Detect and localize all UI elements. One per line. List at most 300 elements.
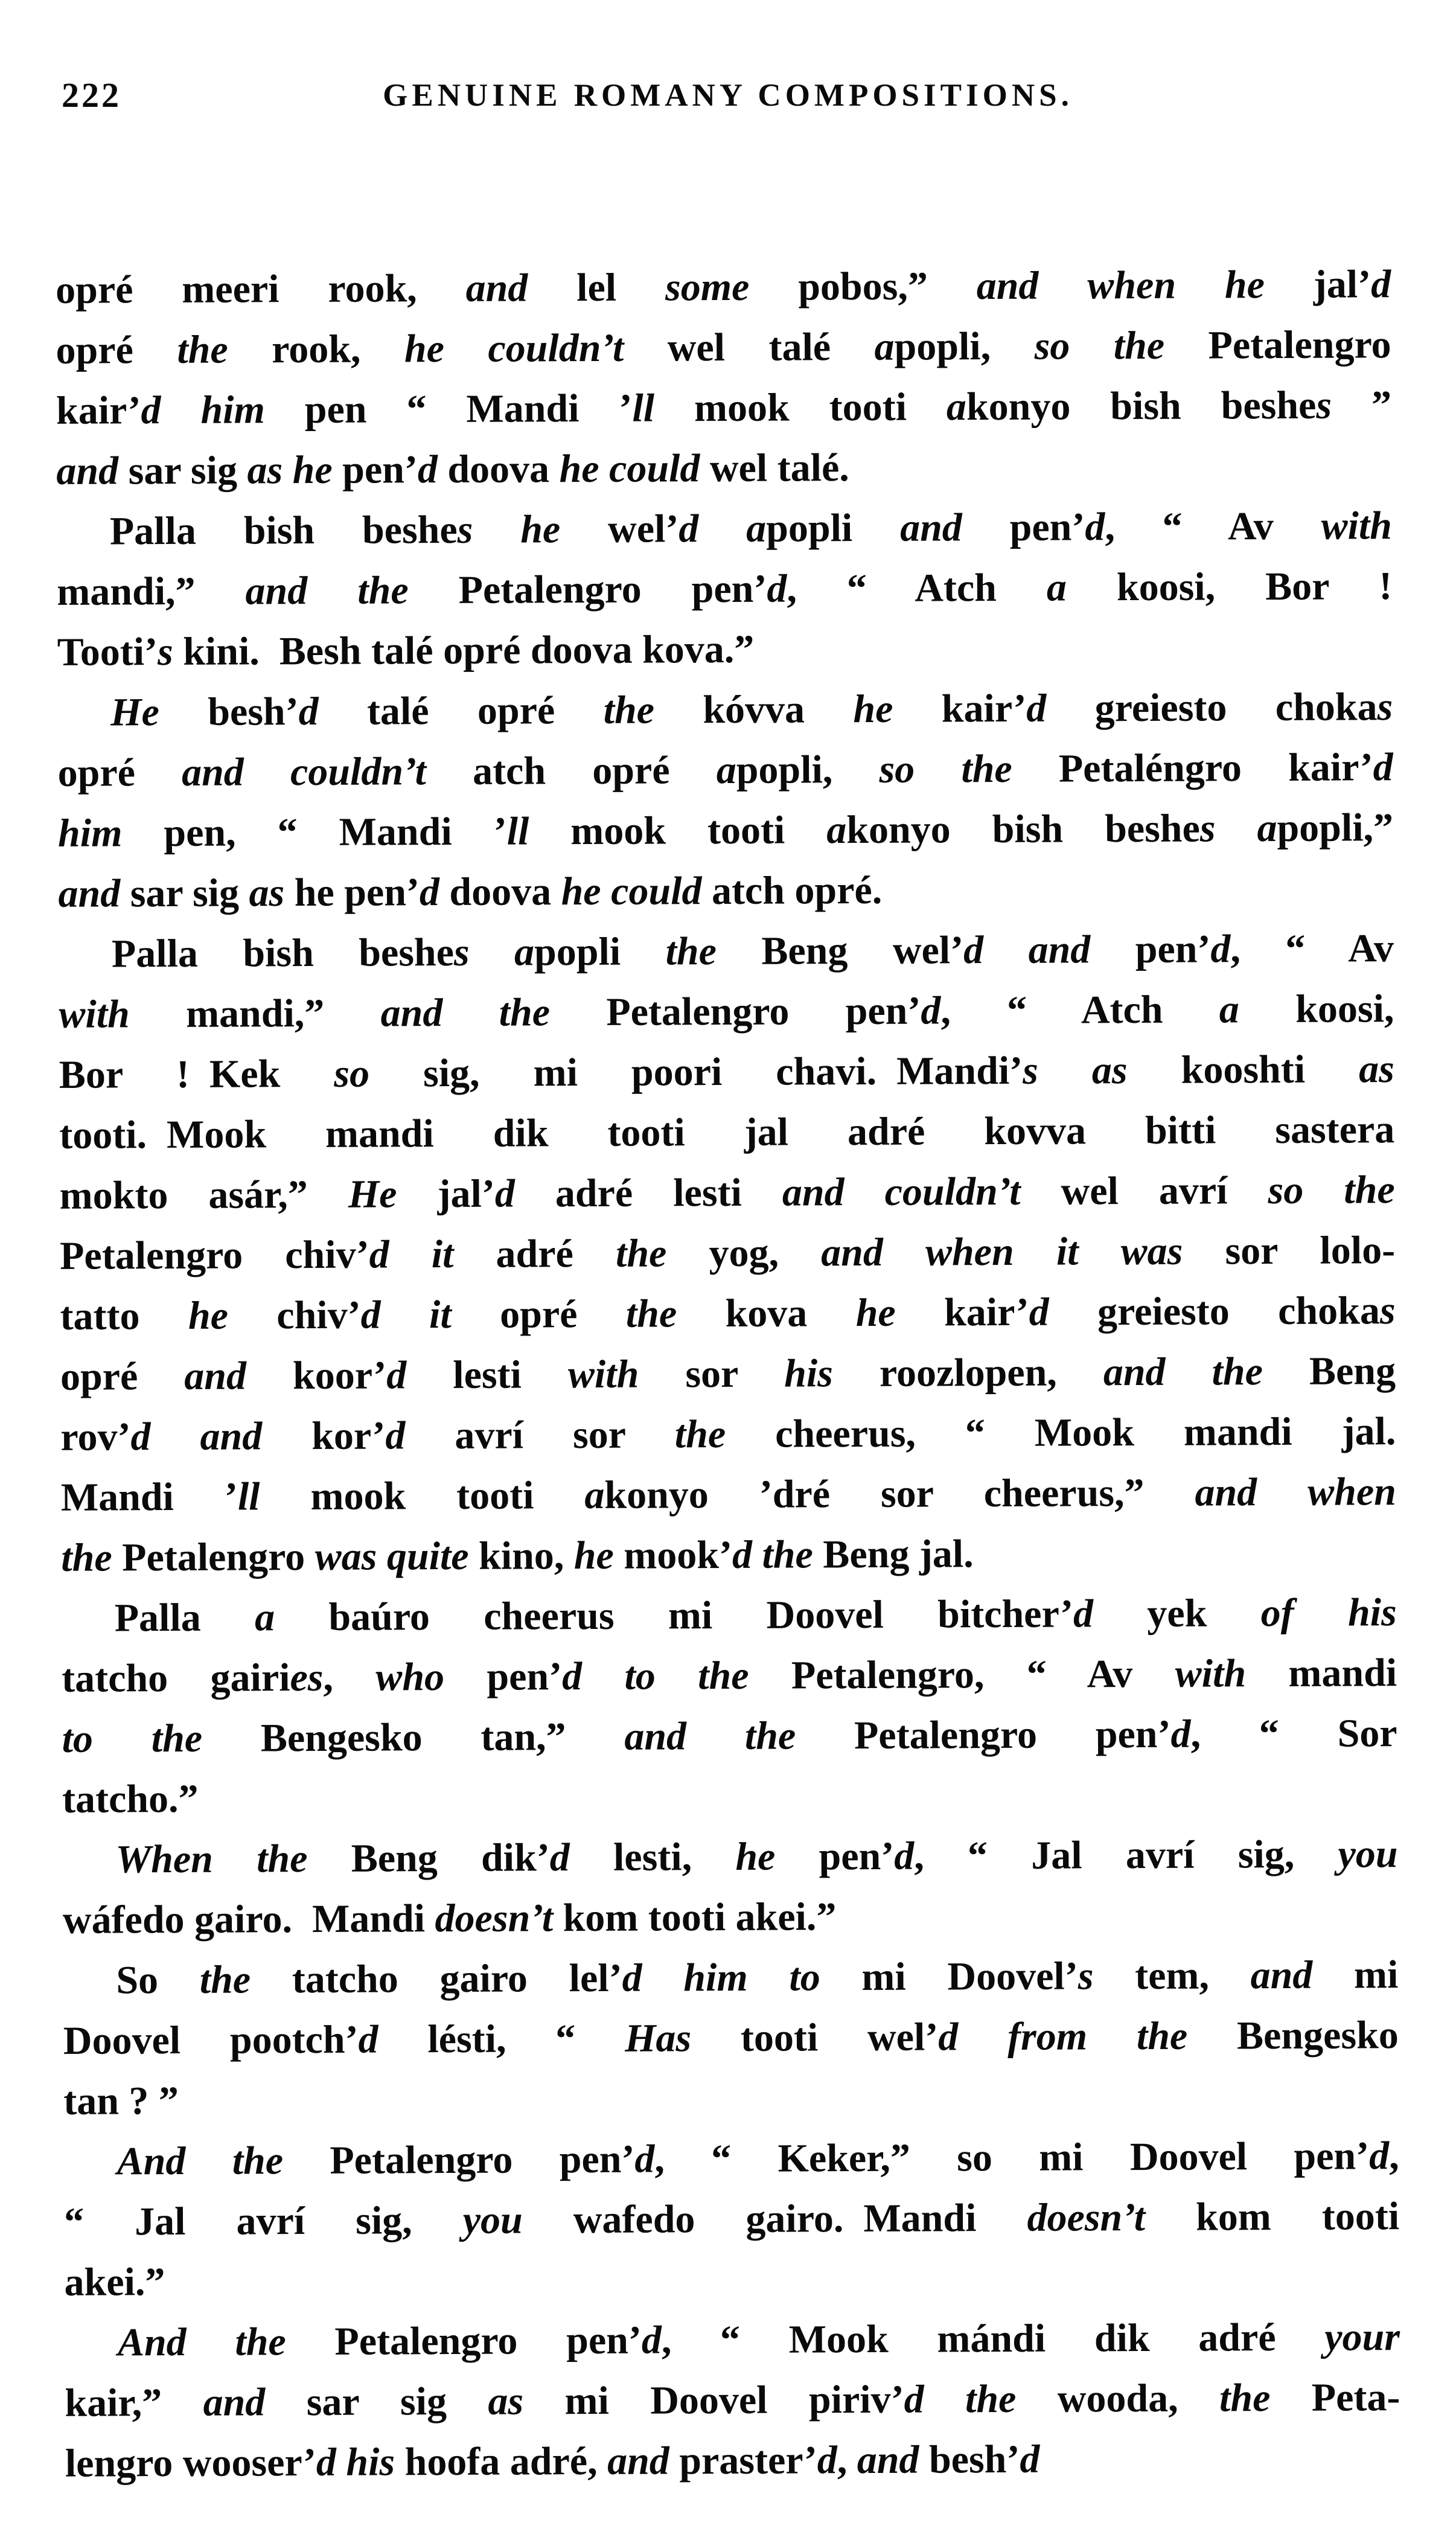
text-segment: Bengesko tan,”	[202, 1714, 625, 1761]
text-segment: wel avrí	[1020, 1168, 1268, 1214]
text-segment: wafedo gairo. Mandi	[522, 2195, 1027, 2242]
text-line	[62, 1643, 1397, 1709]
italic-text-segment: and the	[245, 568, 409, 613]
italic-text-segment: the	[603, 688, 655, 732]
text-segment: cheerus, “ Mook mandi jal.	[725, 1409, 1396, 1457]
text-segment: , “ Av	[1105, 504, 1321, 549]
text-line	[56, 254, 1391, 321]
italic-text-segment: d the	[904, 2376, 1017, 2422]
text-segment: pen’	[962, 505, 1085, 550]
italic-text-segment: d him	[141, 388, 266, 433]
text-line	[63, 2126, 1399, 2192]
text-segment: konyo bish beshe	[966, 383, 1317, 429]
text-segment: Petalengro chiv’	[59, 1232, 369, 1278]
text-line	[58, 858, 1393, 924]
text-line	[63, 1945, 1398, 2011]
italic-text-segment: the	[177, 327, 228, 372]
italic-text-segment: your	[1324, 2315, 1400, 2359]
text-segment: sor	[639, 1351, 785, 1396]
italic-text-segment: d it	[360, 1292, 452, 1337]
text-segment: greiesto choka	[1046, 685, 1378, 731]
text-line	[61, 1462, 1396, 1528]
text-segment: opré meeri rook,	[55, 266, 466, 312]
text-segment: roozlopen,	[832, 1350, 1104, 1396]
text-segment	[469, 930, 514, 974]
text-segment: opré	[60, 1354, 185, 1399]
text-segment: konyo bish beshe	[846, 806, 1200, 852]
text-segment: mi	[1312, 1953, 1399, 1997]
italic-text-segment: a	[514, 930, 535, 974]
text-segment: kom tooti	[1145, 2194, 1400, 2239]
italic-text-segment: d	[1026, 686, 1047, 731]
text-segment: Petalengro pen’	[549, 988, 921, 1035]
text-segment: , “ Sor	[1190, 1711, 1397, 1756]
italic-text-segment: you	[1338, 1832, 1398, 1876]
text-line	[56, 315, 1391, 381]
text-segment: kair’	[56, 388, 141, 433]
italic-text-segment: doesn’t	[1027, 2195, 1146, 2240]
text-segment: wel talé	[624, 324, 875, 370]
paragraph	[62, 1582, 1398, 1830]
italic-text-segment: He	[348, 1172, 397, 1217]
italic-text-segment: d	[1085, 505, 1105, 549]
text-segment: rook,	[228, 327, 405, 372]
text-segment: , “ Keker,” so mi Doovel pen’	[654, 2134, 1370, 2181]
text-segment: mook’	[613, 1532, 733, 1578]
text-line	[65, 2428, 1400, 2494]
text-segment: pen’	[1090, 927, 1211, 972]
italic-text-segment: s	[457, 507, 473, 552]
italic-text-segment: a	[874, 324, 895, 369]
text-line	[57, 677, 1393, 743]
italic-text-segment: d	[1170, 1712, 1191, 1756]
italic-text-segment: the	[615, 1231, 667, 1276]
text-segment: Beng jal.	[813, 1532, 974, 1577]
page-header	[60, 71, 1396, 120]
italic-text-segment: d it	[369, 1232, 454, 1277]
text-segment: popli	[766, 505, 901, 551]
paragraph	[65, 2307, 1400, 2494]
italic-text-segment: the	[665, 929, 717, 974]
text-segment: lengro wooser’	[65, 2440, 317, 2486]
text-segment: wel’	[560, 507, 679, 552]
italic-text-segment: a	[746, 506, 767, 551]
text-line	[56, 435, 1391, 502]
paragraph	[56, 254, 1392, 502]
text-segment: kom tooti akei.”	[552, 1895, 837, 1940]
text-segment: Doovel pootch’	[63, 2017, 359, 2063]
text-segment	[1038, 1048, 1092, 1092]
italic-text-segment: some	[665, 264, 750, 310]
text-line	[57, 496, 1392, 562]
italic-text-segment: he could	[559, 446, 700, 491]
italic-text-segment: him	[57, 811, 123, 856]
text-segment: mook tooti	[529, 808, 827, 854]
text-line	[59, 1039, 1394, 1105]
text-segment: ,	[1388, 2134, 1399, 2178]
text-segment: popli,	[736, 747, 880, 792]
italic-text-segment: ll	[237, 1474, 260, 1519]
text-segment: Palla bish beshe	[109, 507, 458, 554]
italic-text-segment: d	[634, 2137, 655, 2181]
paragraph	[57, 496, 1393, 683]
italic-text-segment: s	[1023, 1048, 1039, 1093]
italic-text-segment: a	[826, 808, 847, 852]
italic-text-segment: he	[735, 1834, 776, 1879]
text-segment: praster’	[669, 2438, 817, 2483]
italic-text-segment: a	[584, 1473, 605, 1518]
text-segment: Petalengro	[1164, 322, 1391, 368]
text-segment: mi Doovel’	[820, 1954, 1078, 2000]
italic-text-segment: d	[1370, 262, 1391, 307]
text-segment: sor lolo-	[1183, 1228, 1396, 1273]
text-segment: mandi,”	[57, 569, 246, 614]
italic-text-segment: and	[1250, 1953, 1313, 1998]
italic-text-segment: the	[625, 1291, 677, 1336]
italic-text-segment: and	[899, 505, 962, 550]
text-segment: tan ? ”	[63, 2078, 179, 2123]
italic-text-segment: Has	[624, 2016, 692, 2061]
italic-text-segment: the	[199, 1957, 251, 2002]
text-segment: sar sig	[120, 871, 249, 916]
text-segment: greiesto choka	[1049, 1288, 1381, 1334]
text-segment: jal’	[397, 1171, 496, 1217]
text-segment: tatcho.”	[62, 1776, 199, 1822]
text-segment: kini. Besh talé opré doova kova.”	[173, 627, 755, 674]
text-segment: Beng dik’	[307, 1835, 550, 1881]
italic-text-segment: When the	[115, 1837, 308, 1882]
italic-text-segment: s	[1078, 1954, 1094, 1998]
text-line	[59, 1099, 1394, 1166]
text-segment: Beng wel’	[716, 928, 964, 974]
italic-text-segment: d	[1373, 745, 1393, 790]
italic-text-segment: d	[963, 928, 984, 973]
text-segment: wáfedo gairo. Mandi	[62, 1896, 435, 1942]
italic-text-segment: a	[946, 385, 967, 429]
text-segment: ,	[323, 1655, 376, 1700]
text-segment: Bor ! Kek	[59, 1051, 334, 1097]
text-line	[62, 1764, 1397, 1830]
italic-text-segment: doesn’t	[435, 1896, 554, 1941]
italic-text-segment: d	[817, 2438, 837, 2483]
italic-text-segment: s	[1199, 806, 1216, 851]
text-segment: , “ Jal avrí sig,	[914, 1832, 1338, 1878]
text-segment: yek	[1093, 1591, 1261, 1636]
text-line	[63, 1884, 1398, 1951]
italic-text-segment: with	[59, 992, 130, 1037]
text-segment: , “ Atch	[787, 565, 1047, 611]
text-segment: popli	[534, 929, 666, 974]
italic-text-segment: with	[1175, 1651, 1247, 1696]
italic-text-segment: the	[1219, 2376, 1271, 2420]
italic-text-segment: a	[1046, 565, 1067, 610]
text-segment: akei.”	[64, 2260, 165, 2305]
text-line	[64, 2247, 1399, 2313]
text-segment: lesti	[406, 1352, 569, 1398]
italic-text-segment: and when he	[976, 263, 1265, 309]
text-segment: Petalengro pen’	[408, 566, 767, 613]
text-segment: sar sig	[265, 2379, 488, 2425]
text-line	[60, 1341, 1396, 1407]
text-segment: , “ Atch	[940, 987, 1220, 1033]
text-line	[64, 2186, 1399, 2253]
italic-text-segment: s	[1379, 1288, 1396, 1333]
text-segment: sig, mi poori chavi. Mandi’	[369, 1048, 1023, 1096]
text-segment: Petalengro pen’	[283, 2137, 635, 2183]
italic-text-segment: d the	[732, 1532, 813, 1577]
text-line	[59, 979, 1394, 1045]
text-segment: Petalengro pen’	[286, 2318, 642, 2364]
paragraph	[63, 2126, 1399, 2313]
italic-text-segment: he	[520, 507, 561, 552]
italic-text-segment: to the	[62, 1716, 203, 1761]
text-segment: Petaléngro kair’	[1012, 745, 1373, 791]
text-segment: Palla bish beshe	[111, 930, 455, 976]
italic-text-segment: so the	[1034, 323, 1165, 368]
italic-text-segment: with	[1321, 504, 1393, 548]
paragraph	[57, 677, 1394, 924]
text-segment: atch opré	[426, 748, 717, 794]
text-segment: mook tooti	[654, 385, 947, 430]
italic-text-segment: a	[1257, 806, 1277, 851]
italic-text-segment: and	[857, 2437, 919, 2483]
text-segment: pen’	[775, 1834, 895, 1879]
text-block	[56, 254, 1400, 2494]
italic-text-segment: d	[385, 1413, 406, 1458]
italic-text-segment: d	[921, 988, 941, 1033]
text-line	[56, 375, 1391, 441]
italic-text-segment: d	[298, 689, 319, 734]
italic-text-segment: d	[419, 870, 440, 915]
paragraph	[59, 918, 1397, 1588]
italic-text-segment: d	[1368, 2134, 1390, 2178]
text-segment: wooda,	[1016, 2376, 1220, 2421]
italic-text-segment: a	[1219, 987, 1239, 1032]
text-segment: Palla	[114, 1595, 255, 1640]
italic-text-segment: d	[386, 1353, 407, 1398]
text-line	[62, 1703, 1397, 1770]
text-line	[63, 2005, 1399, 2071]
italic-text-segment: he couldn’t	[404, 325, 624, 371]
text-segment: popli,”	[1277, 805, 1394, 851]
text-segment: koosi, Bor !	[1066, 564, 1393, 610]
italic-text-segment: He	[110, 690, 160, 735]
text-segment: lel	[528, 265, 666, 310]
italic-text-segment: and the	[1103, 1349, 1263, 1395]
text-segment: lésti, “	[378, 2016, 625, 2062]
text-segment: opré	[451, 1291, 627, 1337]
text-segment: popli,	[894, 324, 1035, 369]
italic-text-segment: and	[184, 1354, 247, 1398]
italic-text-segment: and the	[380, 990, 551, 1035]
italic-text-segment: who	[375, 1655, 445, 1700]
text-segment: tem,	[1093, 1953, 1251, 1998]
text-segment: baúro cheerus mi Doovel bitcher’	[274, 1591, 1074, 1640]
italic-text-segment: d his	[316, 2440, 395, 2484]
text-segment: wel talé.	[700, 446, 849, 491]
italic-text-segment: was quite	[315, 1534, 469, 1579]
text-segment: doova	[437, 447, 560, 492]
paragraph	[63, 1945, 1399, 2132]
text-segment: pen, “ Mandi ’	[122, 809, 507, 856]
text-line	[60, 1281, 1395, 1347]
text-segment: sar sig	[118, 448, 247, 493]
italic-text-segment: and	[465, 266, 528, 310]
text-segment: mokto asár,”	[59, 1172, 349, 1218]
italic-text-segment: d	[358, 2017, 378, 2062]
italic-text-segment: and	[1028, 927, 1091, 972]
italic-text-segment: d	[1020, 2437, 1040, 2481]
italic-text-segment: d	[767, 566, 787, 611]
italic-text-segment: the	[674, 1412, 726, 1457]
italic-text-segment: d	[641, 2318, 662, 2362]
text-segment: Beng	[1262, 1349, 1396, 1394]
italic-text-segment: ll	[506, 809, 529, 854]
text-segment: kooshti	[1127, 1047, 1359, 1093]
italic-text-segment: as	[1358, 1047, 1394, 1092]
text-segment: , “ Mook mándi dik adré	[661, 2315, 1325, 2362]
text-segment: koor’	[246, 1353, 387, 1398]
page-number: 222	[62, 75, 121, 115]
text-segment: lesti,	[569, 1834, 736, 1880]
text-segment: tatcho gairo lel’	[250, 1956, 622, 2002]
italic-text-segment: d to the	[561, 1653, 749, 1699]
paragraph	[62, 1824, 1398, 1951]
italic-text-segment: he	[188, 1293, 229, 1338]
text-segment: kova	[677, 1291, 856, 1336]
text-segment	[983, 928, 1029, 972]
text-segment: tatto	[60, 1293, 189, 1339]
italic-text-segment: and	[203, 2380, 266, 2425]
text-line	[57, 616, 1393, 683]
italic-text-segment: as	[249, 871, 285, 915]
text-segment: mi Doovel piriv’	[523, 2377, 904, 2423]
italic-text-segment: d	[494, 1171, 516, 1216]
text-segment: Tooti’	[57, 630, 158, 674]
text-segment: kair’	[895, 1290, 1029, 1335]
text-segment: “ Jal avrí sig,	[63, 2198, 463, 2244]
text-line	[59, 1160, 1394, 1226]
italic-text-segment: and the	[624, 1713, 796, 1759]
italic-text-segment: es	[290, 1655, 324, 1700]
italic-text-segment: And the	[117, 2138, 284, 2184]
text-segment: pen’	[444, 1654, 563, 1700]
text-segment: tatcho gairi	[62, 1655, 290, 1701]
text-segment: besh’	[159, 689, 299, 735]
text-segment: avrí sor	[405, 1412, 675, 1458]
italic-text-segment: and couldn’t	[181, 749, 427, 795]
running-title: GENUINE ROMANY COMPOSITIONS.	[383, 78, 1073, 113]
text-segment: kóvva	[654, 687, 854, 732]
italic-text-segment: d and	[130, 1414, 263, 1459]
text-segment: Peta-	[1270, 2375, 1400, 2420]
text-segment: ”	[1331, 383, 1392, 427]
italic-text-segment: d	[1029, 1290, 1049, 1334]
italic-text-segment: of his	[1260, 1590, 1397, 1636]
text-segment: konyo ’dré sor cheerus,”	[604, 1470, 1195, 1517]
text-line	[62, 1582, 1397, 1649]
text-segment: pen’	[332, 447, 418, 492]
italic-text-segment: with	[567, 1352, 639, 1397]
italic-text-segment: and	[58, 871, 121, 916]
italic-text-segment: d	[1210, 927, 1231, 971]
text-line	[60, 1401, 1396, 1468]
text-segment: , “ Av	[1230, 926, 1394, 971]
text-segment: koosi,	[1239, 987, 1394, 1032]
italic-text-segment: And the	[117, 2320, 286, 2365]
text-segment: kino,	[468, 1534, 574, 1578]
text-segment	[473, 507, 520, 551]
text-segment: Petalengro	[112, 1534, 315, 1580]
italic-text-segment: and couldn’t	[782, 1169, 1021, 1215]
italic-text-segment: d	[894, 1834, 915, 1878]
text-segment: Petalengro, “ Av	[749, 1651, 1175, 1698]
italic-text-segment: he	[855, 1290, 896, 1335]
text-segment: pen “ Mandi ’	[264, 386, 633, 432]
text-segment: jal’	[1264, 262, 1371, 307]
italic-text-segment: s	[1377, 685, 1393, 729]
italic-text-segment: he	[853, 686, 893, 732]
italic-text-segment: so the	[1268, 1168, 1395, 1213]
text-segment: pobos,”	[749, 264, 977, 309]
text-line	[65, 2367, 1400, 2434]
italic-text-segment: d from the	[938, 2014, 1188, 2059]
italic-text-segment: as he	[247, 447, 333, 493]
italic-text-segment: so the	[879, 746, 1012, 792]
italic-text-segment: d	[679, 507, 699, 551]
italic-text-segment: d	[549, 1835, 570, 1880]
text-line	[63, 2065, 1399, 2132]
text-segment: Mandi ’	[60, 1474, 238, 1520]
text-line	[58, 798, 1393, 864]
italic-text-segment: a	[254, 1595, 275, 1640]
text-segment: opré	[56, 327, 177, 373]
italic-text-segment: as	[488, 2379, 524, 2423]
italic-text-segment: d	[417, 447, 438, 492]
text-segment: kair,”	[65, 2380, 203, 2425]
italic-text-segment: ll	[632, 386, 655, 430]
text-segment: So	[116, 1957, 200, 2003]
text-segment: ,	[837, 2438, 857, 2483]
italic-text-segment: s	[453, 930, 470, 974]
italic-text-segment: and	[607, 2439, 669, 2483]
italic-text-segment: as	[1091, 1048, 1128, 1093]
text-line	[60, 1220, 1395, 1287]
text-segment: mook tooti	[260, 1473, 585, 1519]
italic-text-segment: a	[716, 747, 736, 793]
italic-text-segment: he	[573, 1533, 614, 1578]
italic-text-segment: and when it was	[820, 1229, 1183, 1275]
text-segment: besh’	[919, 2437, 1020, 2482]
text-segment: tooti. Mook mandi dik tooti jal adré kovva bitti sastera	[59, 1107, 1395, 1157]
text-line	[62, 1824, 1397, 1890]
italic-text-segment: the	[61, 1535, 112, 1580]
italic-text-segment: his	[784, 1351, 834, 1396]
text-segment: atch opré.	[701, 868, 883, 913]
text-line	[65, 2307, 1400, 2373]
italic-text-segment: and	[56, 449, 119, 493]
text-segment: tooti wel’	[691, 2015, 939, 2061]
italic-text-segment: so	[334, 1051, 370, 1096]
italic-text-segment: he could	[561, 869, 702, 914]
text-segment: opré	[57, 750, 182, 795]
text-segment: hoofa adré,	[394, 2439, 608, 2484]
text-line	[57, 556, 1392, 622]
text-segment: Petalengro pen’	[796, 1712, 1171, 1758]
text-segment: chiv’	[228, 1293, 361, 1338]
text-segment: Bengesko	[1187, 2013, 1399, 2058]
text-segment: adré lesti	[514, 1170, 783, 1216]
